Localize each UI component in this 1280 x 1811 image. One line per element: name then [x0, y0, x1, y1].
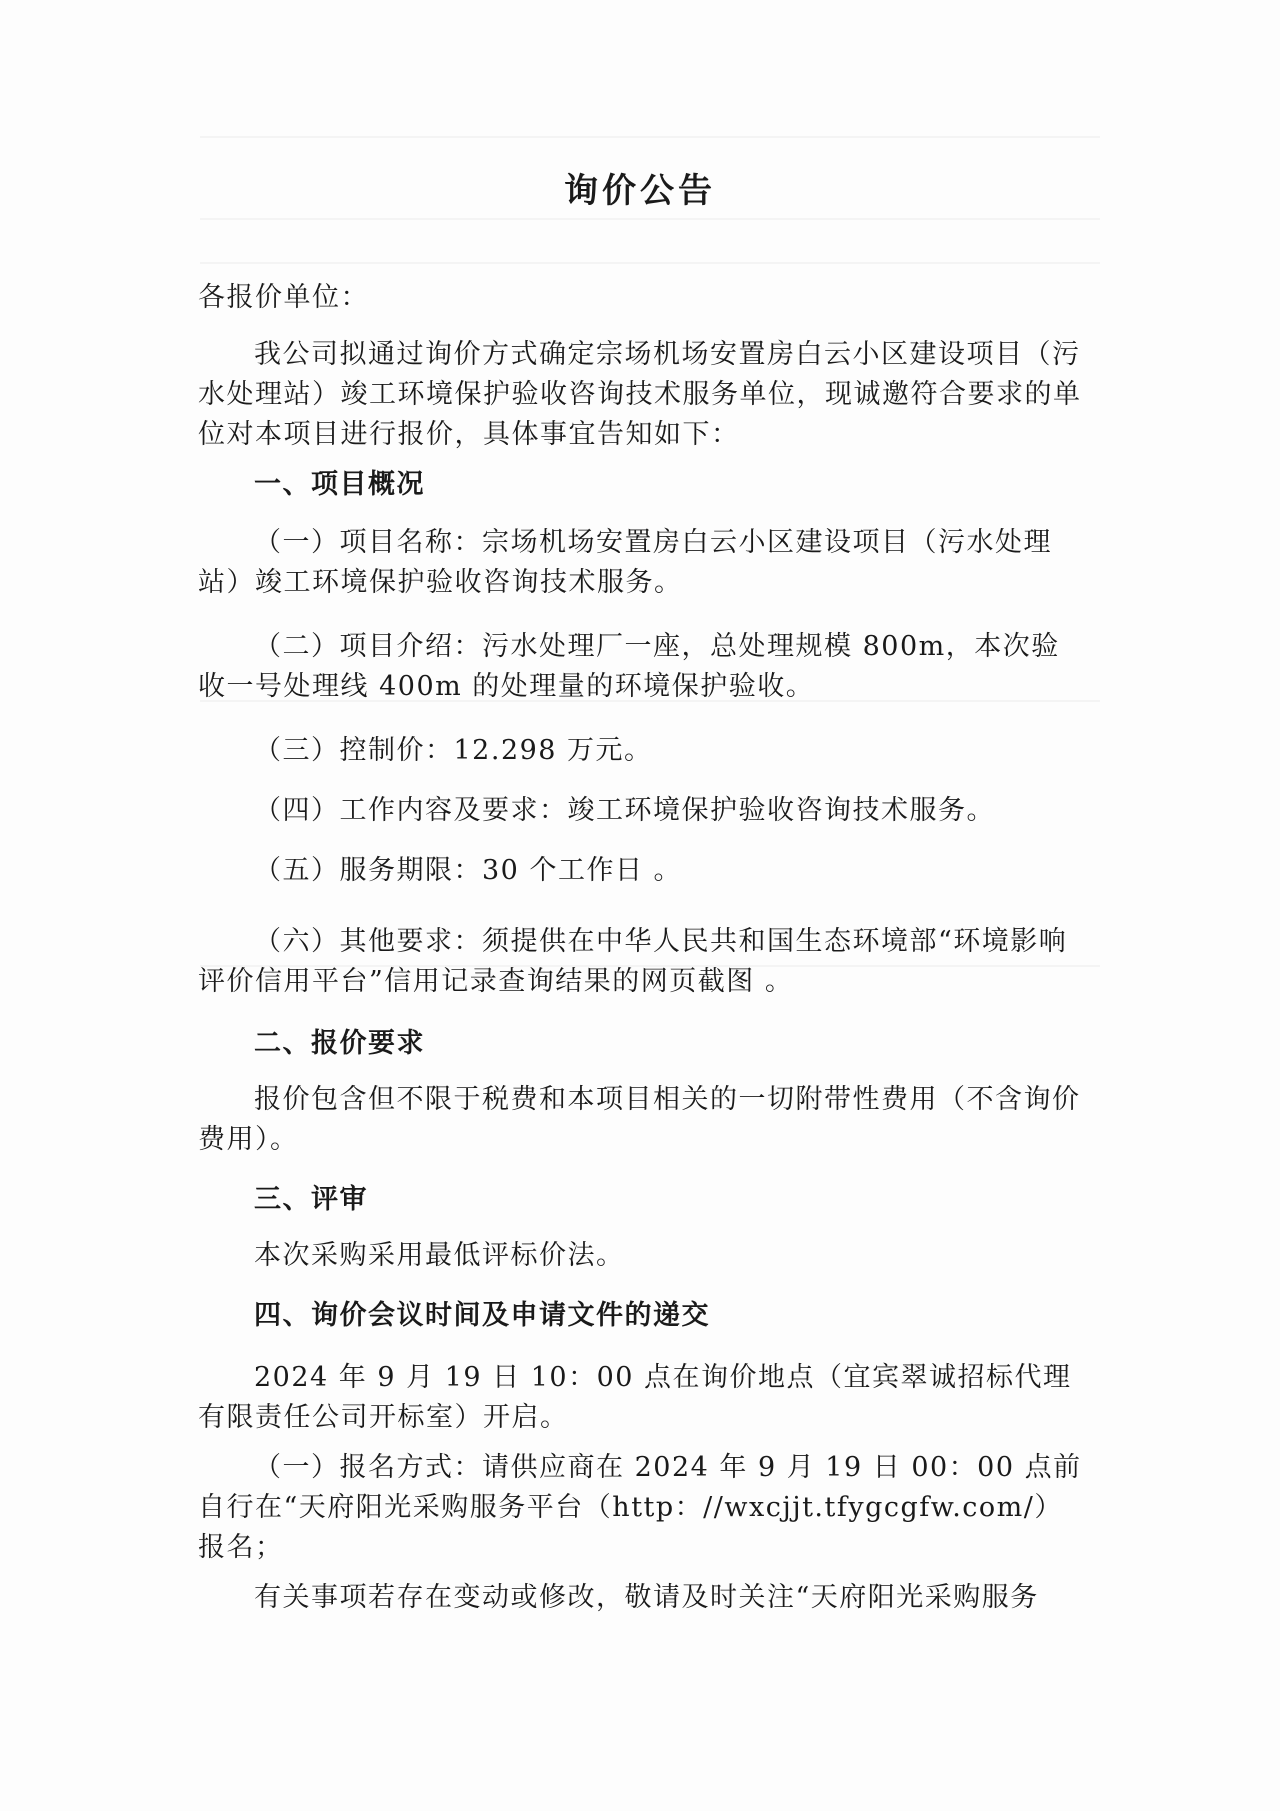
document-title: 询价公告 [564, 171, 716, 211]
bleed-through-line [200, 136, 1100, 138]
section-1-item-4: （四）工作内容及要求：竣工环境保护验收咨询技术服务。 [254, 795, 995, 826]
section-1-item-6: （六）其他要求：须提供在中华人民共和国生态环境部“环境影响评价信用平台”信用记录查询结果的网页截图 。 [198, 926, 1068, 997]
section-1-item-5: （五）服务期限：30 个工作日 。 [254, 855, 683, 886]
section-3-heading: 三、评审 [254, 1184, 368, 1215]
bleed-through-line [200, 262, 1100, 264]
section-4-item-1: （一）报名方式：请供应商在 2024 年 9 月 19 日 00：00 点前自行在“天府阳光采购服务平台（http：//wxcjjt.tfygcgfw.com/）报名； [198, 1452, 1082, 1563]
intro-paragraph: 我公司拟通过询价方式确定宗场机场安置房白云小区建设项目（污水处理站）竣工环境保护验收咨询技术服务单位，现诚邀符合要求的单位对本项目进行报价，具体事宜告知如下： [198, 339, 1082, 450]
section-1-item-3: （三）控制价：12.298 万元。 [254, 735, 653, 766]
salutation: 各报价单位： [198, 282, 369, 313]
section-4-heading: 四、询价会议时间及申请文件的递交 [254, 1300, 710, 1331]
section-3-text: 本次采购采用最低评标价法。 [254, 1240, 625, 1271]
section-1-item-2: （二）项目介绍：污水处理厂一座，总处理规模 800m，本次验收一号处理线 400m 的处理量的环境保护验收。 [198, 631, 1060, 702]
section-1-item-1: （一）项目名称：宗场机场安置房白云小区建设项目（污水处理站）竣工环境保护验收咨询技术服务。 [198, 527, 1052, 598]
section-2-text: 报价包含但不限于税费和本项目相关的一切附带性费用（不含询价费用）。 [198, 1084, 1081, 1155]
section-1-heading: 一、项目概况 [254, 469, 425, 500]
section-2-heading: 二、报价要求 [254, 1028, 425, 1059]
section-4-text: 2024 年 9 月 19 日 10：00 点在询价地点（宜宾翠诚招标代理有限责任公司开标室）开启。 [198, 1362, 1072, 1433]
bleed-through-line [200, 218, 1100, 220]
closing-paragraph: 有关事项若存在变动或修改，敬请及时关注“天府阳光采购服务 [254, 1582, 1039, 1613]
